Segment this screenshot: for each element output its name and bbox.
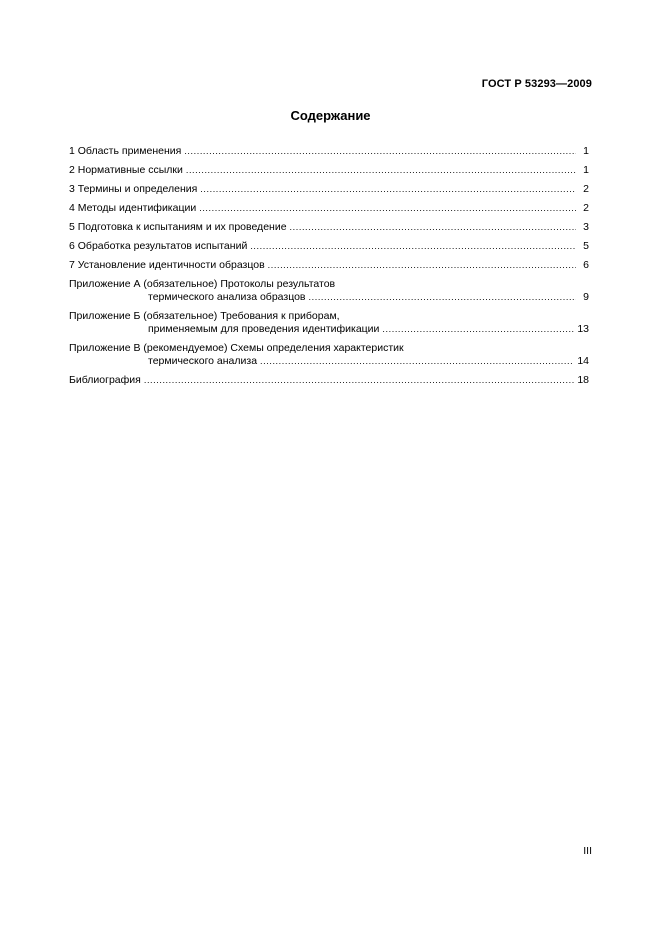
dot-leader [186,164,576,177]
appendix-continuation [69,291,589,304]
appendix-subtitle: применяемым для проведения идентификации [148,323,380,335]
toc-page-number: 18 [577,374,589,386]
toc-entry-label: 6 Обработка результатов испытаний [69,240,248,252]
dot-leader [309,291,576,304]
page-title: Содержание [290,108,371,123]
dot-leader [144,374,574,387]
toc-entry-label: 3 Термины и определения [69,183,198,195]
appendix-subtitle: термического анализа [148,355,258,367]
toc-entry-label: 7 Установление идентичности образцов [69,259,265,271]
toc-appendix-b[interactable] [69,310,589,336]
toc-page-number: 9 [583,291,589,303]
dot-leader [290,221,576,234]
toc-appendix-v[interactable] [69,342,589,368]
toc-entry-label: 4 Методы идентификации [69,202,197,214]
toc-entry-2[interactable] [69,164,589,177]
appendix-heading: Приложение А (обязательное) Протоколы результатов [69,278,336,290]
table-of-contents [69,145,589,393]
toc-entry-4[interactable] [69,202,589,215]
document-code: ГОСТ Р 53293—2009 [481,78,592,90]
toc-page-number: 3 [583,221,589,233]
toc-entry-label: 5 Подготовка к испытаниям и их проведение [69,221,287,233]
toc-page-number: 1 [583,164,589,176]
toc-page-number: 2 [583,202,589,214]
toc-page-number: 14 [577,355,589,367]
dot-leader [199,202,576,215]
toc-page-number: 13 [577,323,589,335]
appendix-heading: Приложение Б (обязательное) Требования к приборам, [69,310,340,322]
toc-entry-6[interactable] [69,240,589,253]
toc-entry-5[interactable] [69,221,589,234]
toc-entry-label: 1 Область применения [69,145,182,157]
appendix-subtitle: термического анализа образцов [148,291,306,303]
appendix-continuation [69,355,589,368]
dot-leader [184,145,576,158]
toc-entry-7[interactable] [69,259,589,272]
dot-leader [268,259,576,272]
toc-entry-1[interactable] [69,145,589,158]
toc-page-number: 6 [583,259,589,271]
toc-page-number: 2 [583,183,589,195]
toc-entry-3[interactable] [69,183,589,196]
toc-page-number: 5 [583,240,589,252]
page-folio: III [583,845,592,857]
toc-entry-label: Библиография [69,374,141,386]
dot-leader [382,323,574,336]
appendix-heading: Приложение В (рекомендуемое) Схемы определения характеристик [69,342,404,354]
dot-leader [200,183,576,196]
dot-leader [250,240,576,253]
toc-appendix-a[interactable] [69,278,589,304]
appendix-continuation [69,323,589,336]
toc-entry-label: 2 Нормативные ссылки [69,164,183,176]
toc-page-number: 1 [583,145,589,157]
toc-entry-bibliography[interactable] [69,374,589,387]
dot-leader [260,355,574,368]
